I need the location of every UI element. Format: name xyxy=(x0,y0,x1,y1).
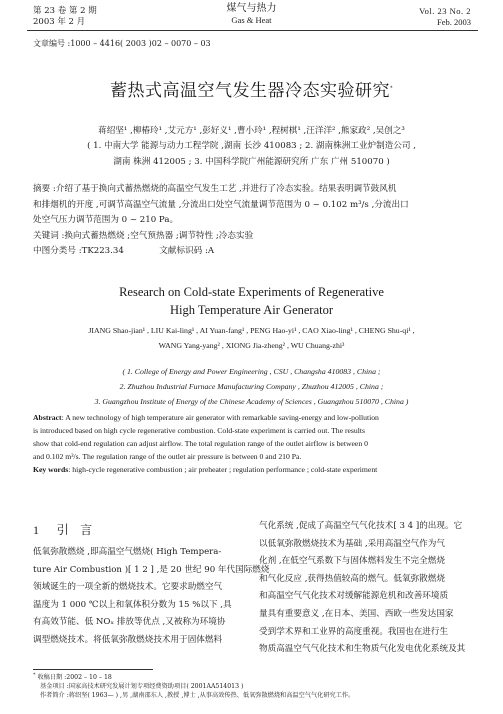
title-en-line2: High Temperature Air Generator xyxy=(169,303,334,317)
body-line: 气化系统 ,促成了高温空气气化技术[ 3 4 ]的出现。它 xyxy=(259,521,463,531)
keywords-en-line xyxy=(33,463,473,476)
footnote-rule xyxy=(33,669,153,670)
authors-en-line1: JIANG Shao-jian¹ , LIU Kai-ling¹ , AI Yuan-fang¹ , PENG Hao-yi¹ , CAO Xiao-ling¹ , CHENG Shu-qi¹ , xyxy=(88,326,415,335)
title-en xyxy=(0,283,503,319)
journal-en: Gas & Heat xyxy=(231,15,272,25)
footnote-received-text: 收稿日期 :2002 – 10 – 18 xyxy=(37,674,112,681)
body-line: 和气化反应 ,获得热值较高的燃气。低氧弥散燃烧 xyxy=(259,573,445,584)
section-number: 1 xyxy=(33,523,39,537)
abstract-en-line1 xyxy=(33,411,473,424)
footnote-author: 作者简介 :蒋绍坚( 1963— ) ,男 ,湖南邵东人 ,教授 ,博士 ,从事高效传热、低氧弥散燃烧和高温空气气化研究工作。 xyxy=(40,692,355,699)
abstract-en-text1: : A new technology of high temperature air generator with remarkable saving-energy and low-pollution xyxy=(61,413,379,422)
date-cn: 2003 年 2 月 xyxy=(33,17,86,27)
abstract-en-label: Abstract xyxy=(33,413,62,422)
journal-cn: 煤气与热力 xyxy=(226,3,277,14)
abstract-en-line4: and 0.102 m³/s. The regulation range of the outlet air pressure is between 0 and 210 Pa. xyxy=(33,452,302,461)
footnotes xyxy=(33,673,473,700)
abstract-cn-line1: 摘要 :介绍了基于换向式蓄热燃烧的高温空气发生工艺 ,并进行了冷态实验。结果表明调节鼓风机 xyxy=(33,184,397,194)
keywords-cn: 关键词 :换向式蓄热燃烧 ;空气预热器 ;调节特性 ;冷态实验 xyxy=(33,230,254,241)
classification-row xyxy=(33,244,409,260)
abstract-cn-line3: 处空气压力调节范围为 0 ~ 210 Pa。 xyxy=(33,215,179,225)
body-line: 量具有重要意义 ,在日本、美国、西欧一些发达国家 xyxy=(259,608,454,619)
section-heading xyxy=(33,521,92,538)
footnote-received xyxy=(33,673,473,682)
affiliation-en-line3: 3. Guangzhou Institute of Energy of the Chinese Academy of Sciences , Guangzhou 510070 , China ) xyxy=(94,397,409,406)
volume-cn: 第 23 卷 第 2 期 xyxy=(33,6,97,16)
clc-number: 中图分类号 :TK223.34 xyxy=(33,246,124,256)
header-rule xyxy=(27,30,478,31)
affiliation-en-line2: 2. Zhuzhou Industrial Furnace Manufacturing Company , Zhuzhou 412005 , China ; xyxy=(119,382,384,391)
abstract-en-line3: show that cold-end regulation can adjust airflow. The total regulation range of the outlet airflow is between 0 xyxy=(33,439,368,448)
footnote-mark: * xyxy=(33,671,36,678)
article-id: 文章编号 :1000 – 4416( 2003 )02 – 0070 – 03 xyxy=(33,39,211,48)
title-en-line1: Research on Cold-state Experiments of Regenerative xyxy=(119,285,384,299)
left-column xyxy=(33,544,270,650)
volume-en: Vol. 23 No. 2 xyxy=(419,6,471,16)
body-line: 调型燃烧技术。将低氧弥散燃烧技术用于固体燃料 xyxy=(33,634,223,645)
right-column xyxy=(259,518,471,659)
keywords-en-label: Key words xyxy=(33,465,69,474)
body-line: 受到学术界和工业界的高度重视。我国也在进行生 xyxy=(259,626,449,637)
footnote-funding: 基金项目 :国家高技术研究发展计划专项经费资助项目( 2001AA514013 ) xyxy=(40,683,244,690)
body-line: 化剂 ,在低空气系数下与固体燃料发生不完全燃烧 xyxy=(259,556,445,567)
abstract-en xyxy=(33,411,473,476)
abstract-en-line2: is introduced based on high cycle regenerative combustion. Cold-state experiment is carried out. The results xyxy=(33,426,366,435)
abstract-cn-line2: 和排烟机的开度 ,可调节高温空气流量 ,分流出口处空气流量调节范围为 0 ~ 0.102 m³/s ,分流出口 xyxy=(33,199,409,210)
affiliation-en xyxy=(0,364,503,409)
section-title: 引 言 xyxy=(56,523,93,537)
body-line: 领域诞生的一项全新的燃烧技术。它要求助燃空气 xyxy=(33,582,223,593)
title-cn xyxy=(0,80,503,102)
affiliation-cn-line1: ( 1. 中南大学 能源与动力工程学院 ,湖南 长沙 410083 ; 2. 湖南株洲工业炉制造公司 , xyxy=(87,141,416,151)
body-line: 温度为 1 000 ℃以上和氧体积分数为 15 %以下 ,具 xyxy=(33,599,232,610)
keywords-en-text: : high-cycle regenerative combustion ; air preheater ; regulation performance ; cold-state experiment xyxy=(68,465,378,474)
body-line: 以低氧弥散燃烧技术为基础 ,采用高温空气作为气 xyxy=(259,538,445,549)
header-volume-en xyxy=(419,6,471,28)
authors-en xyxy=(0,323,503,353)
document-code: 文献标识码 :A xyxy=(159,246,215,256)
authors-cn: 蒋绍坚¹ ,柳椿玲¹ ,艾元方¹ ,彭好义¹ ,曹小玲¹ ,程树棋¹ ,汪洋洋² ,熊家政² ,吴创之³ xyxy=(98,126,405,136)
authors-en-line2: WANG Yang-yang² , XIONG Jia-zheng² , WU Chuang-zhi³ xyxy=(158,341,345,350)
title-footnote-mark: * xyxy=(390,85,393,92)
title-cn-text: 蓄热式高温空气发生器冷态实验研究 xyxy=(110,81,390,101)
affiliation-en-line1: ( 1. College of Energy and Power Engineering , CSU , Changsha 410083 , China ; xyxy=(122,367,381,376)
body-line: 低氧弥散燃烧 ,即高温空气燃烧( High Tempera- xyxy=(33,547,222,557)
affiliation-cn-line2: 湖南 株洲 412005 ; 3. 中国科学院广州能源研究所 广东 广州 510070 ) xyxy=(113,157,390,167)
date-en: Feb. 2003 xyxy=(437,17,471,27)
body-line: 和高温空气气化技术对缓解能源危机和改善环境质 xyxy=(259,591,449,602)
body-line: 物质高温空气气化技术和生物质气化发电优化系统及其 xyxy=(259,644,466,655)
body-line: 有高效节能、低 NOₓ 排放等优点 ,又被称为环境协 xyxy=(33,617,226,628)
abstract-cn xyxy=(33,182,409,260)
body-line: ture Air Combustion )[ 1 2 ] ,是 20 世纪 90 年代国际燃烧 xyxy=(33,564,270,575)
